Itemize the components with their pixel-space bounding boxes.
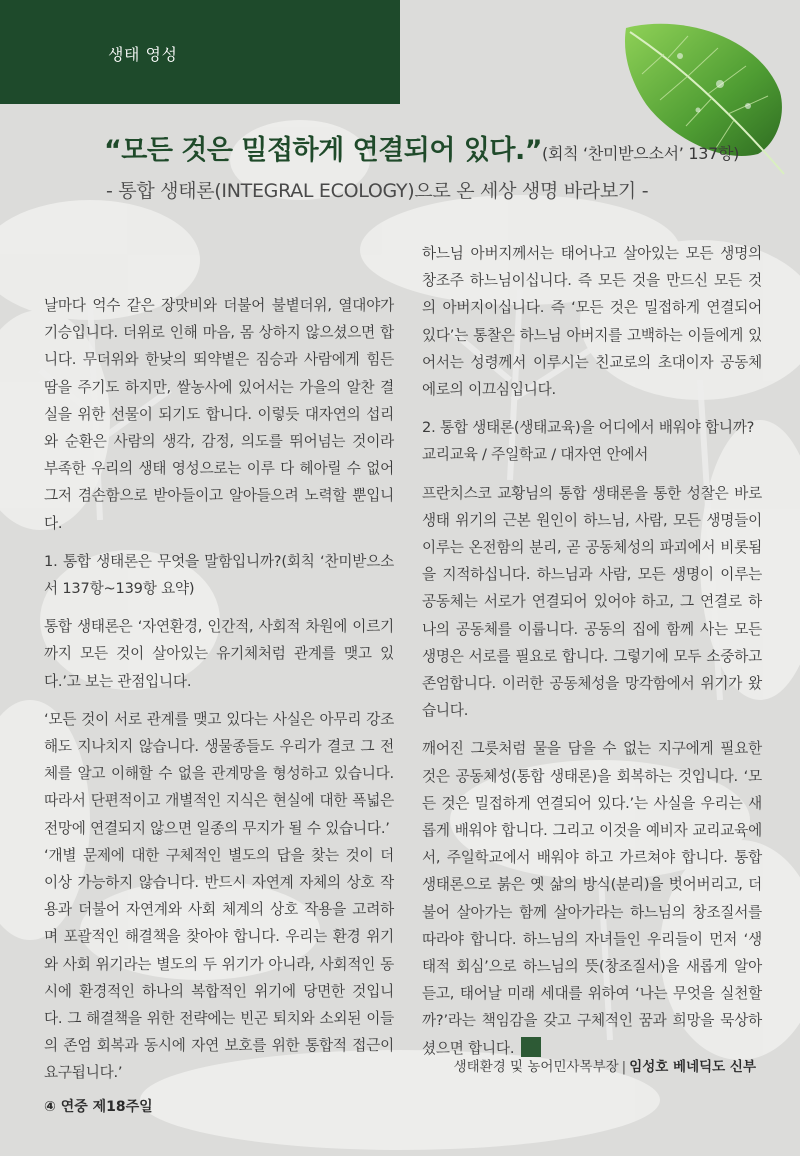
paragraph [422,735,762,1061]
article-title [104,128,764,167]
question-heading: 1. 통합 생태론은 무엇을 말함입니까?(회칙 ‘찬미받으소서 137항~139항 요약) [44,552,394,598]
author-role: 생태환경 및 농어민사목부장 [453,1059,619,1075]
page-footer: ④ 연중 제18주일 [44,1099,153,1115]
author-signature [432,1055,756,1075]
signature-separator: | [621,1059,627,1075]
right-column [422,240,762,1073]
paragraph: 프란치스코 교황님의 통합 생태론을 통한 성찰은 바로 생태 위기의 근본 원인이 하느님, 사람, 모든 생명들이 이루는 온전함의 분리, 곧 공동체성의 파괴에서 비롯됨을 지적하십니다. 하느님과 사람, 모든 생명이 이루는 공동체는 서로가 연결되어 있어야 하고, 그 연결로 하나의 공동체를 이룹니다. 공동의 집에 함께 사는 모든 생명은 서로를 필요로 합니다. 그렇기에 모두 소중하고 존엄합니다. 이러한 공동체성을 망각함에서 위기가 왔습니다. [422,484,762,720]
title-main: “모든 것은 밀접하게 연결되어 있다.” [104,135,542,166]
question-heading: 2. 통합 생태론(생태교육)을 어디에서 배워야 합니까? [422,419,755,437]
quote-paragraph: ‘개별 문제에 대한 구체적인 별도의 답을 찾는 것이 더 이상 가능하지 않습니다. 반드시 자연계 자체의 상호 작용과 더불어 자연계와 사회 체계의 상호 작용을 고려하며 포괄적인 해결책을 찾아야 합니다. 우리는 환경 위기와 사회 위기라는 별도의 두 위기가 아니라, 사회적인 동시에 환경적인 하나의 복합적인 위기에 당면한 것입니다. 그 해결책을 위한 전략에는 빈곤 퇴치와 소외된 이들의 존엄 회복과 동시에 자연 보호를 위한 통합적 접근이 요구됩니다.’ [44,846,394,1082]
end-mark-icon [521,1037,541,1057]
closing-paragraph-text: 깨어진 그릇처럼 물을 담을 수 없는 지구에게 필요한 것은 공동체성(통합 생태론)을 회복하는 것입니다. ‘모든 것은 밀접하게 연결되어 있다.’는 사실을 우리는 새롭게 배워야 합니다. 그리고 이것을 예비자 교리교육에서, 주일학교에서 배워야 하고 가르쳐야 합니다. 통합 생태론으로 붉은 옛 삶의 방식(분리)을 벗어버리고, 더불어 살아가는 함께 살아가라는 하느님의 창조질서를 따라야 합니다. 하느님의 자녀들인 우리들이 먼저 ‘생태적 회심’으로 하느님의 뜻(창조질서)을 새롭게 알아듣고, 태어날 미래 세대를 위하여 ‘나는 무엇을 실천할까?’라는 책임감을 갖고 구체적인 꿈과 희망을 묵상하셨으면 합니다. [422,740,762,1057]
title-citation: (회칙 ‘찬미받으소서’ 137항) [542,144,740,163]
article-subtitle: - 통합 생태론(INTEGRAL ECOLOGY)으로 온 세상 생명 바라보기 - [106,180,649,202]
section-label: 생태 영성 [108,45,178,64]
author-name: 임성호 베네딕도 신부 [629,1059,756,1075]
paragraph: 하느님 아버지께서는 태어나고 살아있는 모든 생명의 창조주 하느님이십니다. 즉 모든 것을 만드신 모든 것의 아버지이십니다. 즉 ‘모든 것은 밀접하게 연결되어 있다’는 통찰은 하느님 아버지를 고백하는 이들에게 있어서는 성령께서 이루시는 친교로의 초대이자 공동체에로의 이끄심입니다. [422,245,762,399]
paragraph: 날마다 억수 같은 장맛비와 더불어 불볕더위, 열대야가 기승입니다. 더위로 인해 마음, 몸 상하지 않으셨으면 합니다. 무더위와 한낮의 뙤약볕은 짐승과 사람에게 힘든 땀을 주기도 하지만, 쌀농사에 있어서는 가을의 알찬 결실을 위한 선물이 되기도 합니다. 이렇듯 대자연의 섭리와 순환은 사람의 생각, 감정, 의도를 뛰어넘는 것이라 부족한 우리의 생태 영성으로는 이루 다 헤아릴 수 없어 그저 겸손함으로 받아들이고 알아들으려 노력할 뿐입니다. [44,297,394,532]
section-header-band [0,0,400,104]
paragraph: 통합 생태론은 ‘자연환경, 인간적, 사회적 차원에 이르기까지 모든 것이 살아있는 유기체처럼 관계를 맺고 있다.’고 보는 관점입니다. [44,618,394,690]
quote-paragraph: ‘모든 것이 서로 관계를 맺고 있다는 사실은 아무리 강조해도 지나치지 않습니다. 생물종들도 우리가 결코 그 전체를 알고 이해할 수 없을 관계망을 형성하고 있습니다. 따라서 단편적이고 개별적인 지식은 현실에 대한 폭넓은 전망에 연결되지 않으면 일종의 무지가 될 수 있습니다.’ [44,710,394,837]
answer-line: 교리교육 / 주일학교 / 대자연 안에서 [422,446,649,464]
left-column [44,292,394,1098]
